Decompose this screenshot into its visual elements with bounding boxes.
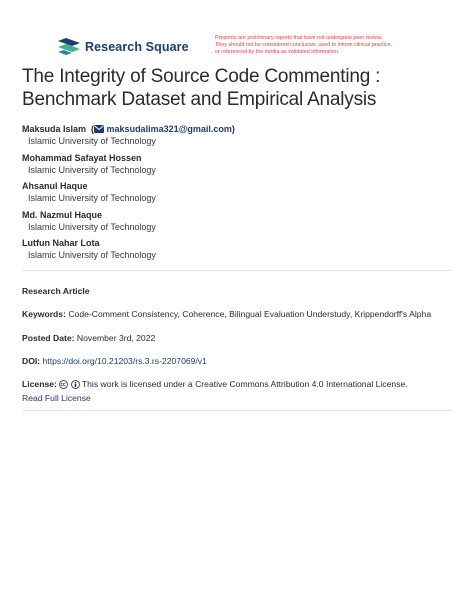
section-divider bbox=[22, 410, 452, 411]
research-square-logo[interactable] bbox=[58, 38, 189, 55]
author-entry: Maksuda Islam ( maksudalima321@gmail.com) Islamic University of Technology bbox=[22, 123, 462, 152]
author-name: Md. Nazmul Haque bbox=[22, 209, 103, 220]
doi-link[interactable]: https://doi.org/10.21203/rs.3.rs-2207069/v1 bbox=[42, 356, 207, 366]
section-divider bbox=[22, 270, 452, 271]
author-entry bbox=[22, 209, 462, 238]
notice-line: or referenced by the media as validated information. bbox=[215, 49, 340, 56]
paper-title bbox=[22, 66, 462, 111]
posted-date-value: November 3rd, 2022 bbox=[76, 333, 156, 343]
notice-line: Preprints are preliminary reports that have not undergone peer review. bbox=[215, 35, 383, 41]
author-name: Ahsanul Haque bbox=[22, 181, 88, 191]
author-email-link[interactable]: maksudalima321@gmail.com bbox=[106, 124, 232, 134]
author-affiliation: Islamic University of Technology bbox=[28, 164, 156, 175]
license-row bbox=[22, 378, 462, 390]
doi-row bbox=[22, 355, 462, 367]
author-name: Maksuda Islam bbox=[22, 124, 87, 134]
license-label: License: bbox=[22, 379, 57, 389]
keywords-value: Code-Comment Consistency, Coherence, Bilingual Evaluation Understudy, Krippendorff's Alpha bbox=[68, 309, 432, 319]
author-affiliation: Islamic University of Technology bbox=[28, 136, 156, 146]
author-entry bbox=[22, 152, 462, 181]
posted-date-label: Posted Date: bbox=[22, 333, 75, 343]
doi-label: DOI: bbox=[22, 356, 41, 366]
read-full-license-link[interactable]: Read Full License bbox=[22, 393, 91, 403]
notice-line: They should not be considered conclusive, used to inform clinical practice, bbox=[215, 42, 393, 49]
preprint-notice bbox=[215, 35, 455, 57]
research-square-logo-icon bbox=[58, 38, 80, 55]
author-entry bbox=[22, 237, 462, 266]
title-line: The Integrity of Source Code Commenting : bbox=[22, 66, 381, 87]
author-entry bbox=[22, 180, 462, 209]
article-type: Research Article bbox=[22, 286, 90, 296]
title-line: Benchmark Dataset and Empirical Analysis bbox=[22, 88, 377, 110]
envelope-icon bbox=[94, 125, 104, 133]
license-text: This work is licensed under a Creative Commons Attribution 4.0 International License. bbox=[81, 379, 408, 389]
logo-text: Research Square bbox=[85, 39, 189, 54]
keywords-row bbox=[22, 308, 462, 320]
author-name: Mohammad Safayat Hossen bbox=[22, 152, 142, 163]
author-affiliation: Islamic University of Technology bbox=[28, 221, 156, 232]
author-name: Lutfun Nahar Lota bbox=[22, 238, 100, 248]
author-affiliation: Islamic University of Technology bbox=[28, 250, 156, 260]
posted-date-row bbox=[22, 332, 462, 344]
creative-commons-icon bbox=[59, 380, 68, 389]
attribution-icon bbox=[71, 380, 80, 389]
author-list bbox=[22, 123, 462, 266]
author-affiliation: Islamic University of Technology bbox=[28, 193, 156, 203]
keywords-label: Keywords: bbox=[22, 309, 66, 319]
